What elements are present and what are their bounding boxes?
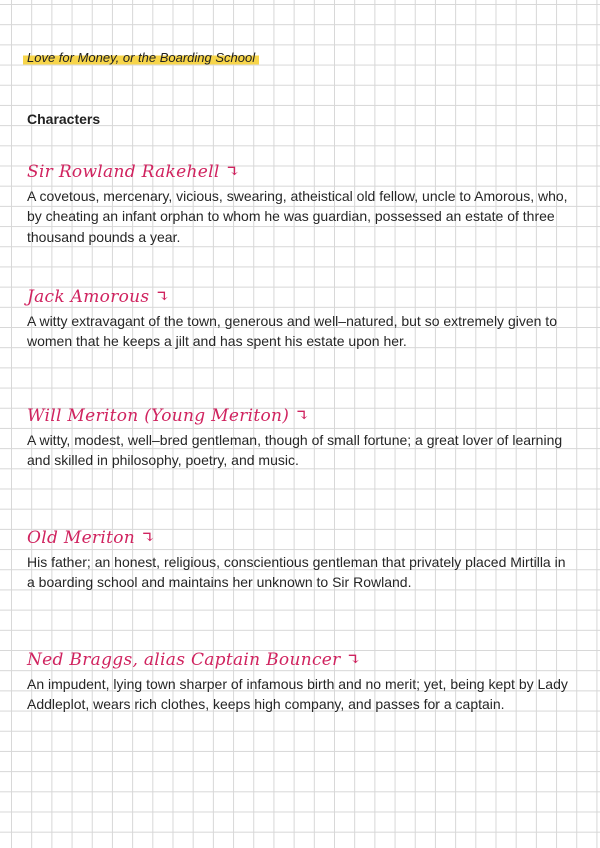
character-name-text: Jack Amorous <box>27 287 150 307</box>
document-title: Love for Money, or the Boarding School <box>23 49 259 67</box>
curved-down-arrow-icon: ↴ <box>295 406 310 426</box>
character-entry <box>27 648 572 715</box>
character-entry <box>27 160 572 247</box>
character-name-text: Will Meriton (Young Meriton) <box>27 406 290 426</box>
character-name-text: Sir Rowland Rakehell <box>27 162 220 182</box>
character-description: A witty, modest, well–bred gentleman, though of small fortune; a great lover of learning and skilled in philosophy, poetry, and music. <box>27 432 563 469</box>
curved-down-arrow-icon: ↴ <box>225 162 241 182</box>
character-name-text: Old Meriton <box>27 528 136 548</box>
character-name <box>27 404 572 428</box>
curved-down-arrow-icon: ↴ <box>155 287 170 307</box>
character-name <box>27 526 572 550</box>
character-name <box>27 285 572 309</box>
curved-down-arrow-icon: ↴ <box>141 528 156 548</box>
character-entry <box>27 285 572 352</box>
curved-down-arrow-icon: ↴ <box>346 650 362 670</box>
character-description: His father; an honest, religious, conscientious gentleman that privately placed Mirtilla in a boarding school and maintains her unknown to Sir Rowland. <box>27 554 566 591</box>
character-name <box>27 648 572 672</box>
character-entry <box>27 526 572 593</box>
section-heading: Characters <box>27 111 101 127</box>
character-description: A witty extravagant of the town, generous and well–natured, but so extremely given to women that he keeps a jilt and has spent his estate upon her. <box>27 313 557 350</box>
character-name-text: Ned Braggs, alias Captain Bouncer <box>27 650 341 670</box>
character-name <box>27 160 572 184</box>
character-description: An impudent, lying town sharper of infamous birth and no merit; yet, being kept by Lady Addleplot, wears rich clothes, keeps high company, and passes for a captain. <box>27 676 568 713</box>
character-entry <box>27 404 572 471</box>
character-description: A covetous, mercenary, vicious, swearing, atheistical old fellow, uncle to Amorous, who, by cheating an infant orphan to whom he was guardian, possessed an estate of three thousand pounds a year. <box>27 188 568 245</box>
